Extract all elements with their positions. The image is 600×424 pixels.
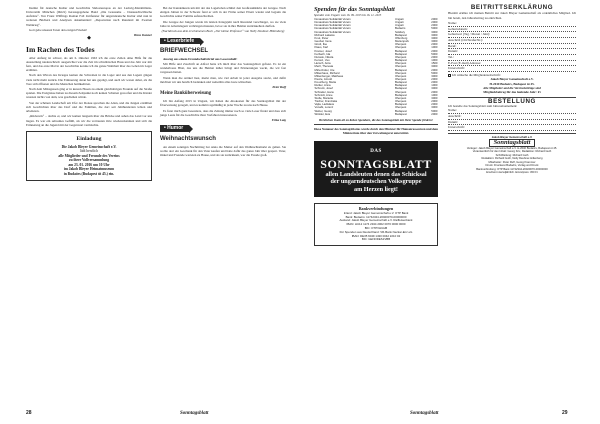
donation-amt: 3000	[431, 65, 438, 69]
donation-amt: 5000	[431, 71, 438, 75]
donations-subtitle: Spenden vom Ungarn vom 16. 09. 2015 bis 16. 11. 2015	[314, 13, 382, 17]
donation-name: Vajta, Ladislaus	[314, 103, 335, 107]
donation-amt: 2000	[431, 49, 438, 53]
donation-place: Ofenpest	[394, 43, 407, 47]
invitation-address: in Budaörs (Budapest út 45.) ein.	[63, 171, 115, 176]
invitation-date: am 23. 01. 2016 um 10 Uhr	[68, 162, 110, 167]
membership-form	[448, 6, 576, 175]
bank-line: IBAN: DE35 6049 1430 0042 2210 02	[351, 233, 401, 238]
letter-signature: Peter Ruff	[272, 85, 286, 90]
donation-name: Schrock, Josef	[314, 87, 333, 91]
donation-amt: 3000	[431, 87, 438, 91]
donation-name: Mittenberger, Mattheas	[314, 74, 344, 78]
donation-amt: 3000	[431, 30, 438, 34]
donation-amt: 3000	[431, 36, 438, 40]
promo-mast-text: SONNTAGSBLATT	[320, 156, 432, 171]
donation-name: Donaukreis Solidarität Verein	[314, 21, 351, 25]
donation-amt: 2000	[431, 21, 438, 25]
donation-place: Ungarn	[394, 18, 405, 21]
letter-paragraph: Es freut mich ganz besonders, dass die Zeitung immer noch so viele Leser findet und dass sich junge Leute für die Geschichte ihrer Vorfahren interessieren.	[160, 108, 286, 117]
imprint	[448, 136, 576, 175]
section-rubric-humor	[160, 125, 189, 131]
letter-signature: Erika Laig	[271, 118, 286, 123]
donations-table	[314, 18, 438, 116]
article-paragraph: Von der schönen Landschaft am Ufer der Donau sprachen die Alten, und die Jungen erzählten sich Geschichten über das Dorf und die Familien, die dort seit Jahrhunderten lebten und arbeiteten.	[26, 100, 152, 114]
donation-place: Budapest	[394, 93, 407, 97]
promo-banner	[314, 141, 438, 197]
letters-title: BRIEFWECHSEL	[160, 47, 208, 54]
donation-name: Kreuzberg, Maria	[314, 81, 336, 85]
promo-slogan: allen Landsleuten denen das Schicksal	[325, 170, 427, 178]
donation-name: Schrader, Hans	[314, 90, 334, 94]
rubric-label: Humor	[167, 125, 184, 132]
field-label: Datum:	[448, 119, 458, 124]
funding-notice: Diese Nummer des Sonntagsblattes wurde durch den Minister für Humanressourcen und dem Ministerium über den Verwaltungsrat unterstützt.	[314, 126, 438, 135]
imprint-line: Redaktion: Richard Guth, Nelly Deubner-Hiltenberg	[481, 157, 543, 161]
donation-place: Budaörs	[394, 27, 406, 31]
imprint-line: Schriftleitung: Richard Guth	[495, 153, 529, 157]
donation-amt: 1000	[431, 84, 438, 88]
donation-place: Budapest	[394, 84, 407, 88]
imprint-line: Bankverbindung: OTP Bank 11742344-20020070-00000000	[476, 167, 548, 171]
donation-place: Ofenpest	[394, 62, 407, 66]
donation-name: Ferbach, Ida	[314, 52, 331, 56]
donation-amt: 1000	[431, 93, 438, 97]
field-label: E-Post (E-mail) Adresse:	[448, 60, 481, 65]
donation-place: Ofenpest	[394, 46, 407, 50]
checkbox-icon[interactable]	[448, 74, 451, 77]
imprint-line: Druck: Druckerei Budaörs, Verlag und Druck	[485, 164, 539, 168]
reprint-note: (Nachdruck aus dem erschienenen Buch „Der kleine Professor“ von Nelly Deubner-Hiltenberg)	[161, 29, 285, 34]
humor-paragraph: An einem sonnigen Nachmittag bat Anna die Mutter auf den Weihnachtsmarkt zu gehen. Sie wollte dort ein Geschenk für den Vater kaufen und hatte dafür das ganze Jahr über gespart. Vater, Onkel und Freunde warteten zu Hause, und als sie zurückkam, war die Freude groß.	[160, 144, 286, 157]
invitation-box	[26, 131, 152, 182]
field-label: Anschrift (Ort/Straße/Nr.):	[448, 37, 484, 42]
invitation-line: lädt herzlich	[80, 149, 98, 154]
donations-title: Spenden für das Sonntagsblatt	[314, 6, 395, 13]
donation-name: Donaukreis Solidarität Verein	[314, 30, 351, 34]
donation-amt: 2000	[431, 77, 438, 81]
donation-amt: 5000	[431, 109, 438, 113]
donation-amt: 3000	[431, 106, 438, 110]
page-number-left: 28	[26, 410, 32, 416]
bank-title: Bankverbindungen	[358, 206, 394, 212]
donation-amt: 1000	[431, 59, 438, 63]
membership-fee: Mitgliedsbeitrag für das laufende Jahr: Ft	[483, 90, 541, 95]
field-label: Name:	[448, 20, 457, 25]
bank-line: Inland: Jakob Bleyer Gemeinschaft e.V. OTP Bank	[343, 210, 409, 215]
imprint-line: Erscheint vierteljährlich. Einzelpreis: 450 Ft	[486, 171, 538, 175]
donation-place: Budapest	[394, 52, 407, 56]
footer-masthead-right: Sonntagsblatt	[410, 411, 439, 416]
divider	[448, 133, 576, 134]
bank-line: BIC: GENODES1VBB	[361, 237, 391, 242]
donation-name: Klaus, Karl	[314, 46, 329, 50]
donation-place: Budapest	[394, 103, 407, 107]
intro-paragraph-2: Gott gebe unseren Toten den ewigen Frieden!	[29, 27, 88, 32]
bank-details-box	[314, 203, 438, 246]
donation-name: Donaukreis Solidarität Verein	[314, 27, 351, 31]
promo-masthead	[320, 145, 432, 171]
donation-amt: 2000	[431, 81, 438, 85]
donation-place: Offenburg	[394, 36, 408, 40]
form-field-signature[interactable]	[448, 66, 576, 72]
invitation-title: Einladung	[76, 135, 102, 142]
donations-column	[314, 6, 438, 246]
donation-amt: 3000	[431, 33, 438, 37]
rubric-label: Leserbriefe	[167, 37, 195, 44]
membership-text: Hiermit erkläre ich meinen Beitritt zur Jakob Bleyer Gemeinschaft als ordentliches Mitglied. Ich bin bereit, den Jahresbeitrag zu entrichten.	[448, 11, 576, 20]
donation-amt: 2000	[431, 112, 438, 116]
article-paragraph: Aller Anfang ist schwer, als am 6. Oktober 1963 ich die erste Zeilen ohne Hilfe für die Ausstellung niederschrieb: ausgerichtet war die Zeit im schwäbischen Haus und das Jahr war mir fern, und das erste Mal in der Geschichte konnte ich die ganze Wahrheit über das Leben im Lager erzählen.	[26, 55, 152, 73]
field-label: Geburtsort (Tag / Monat / Jahr):	[448, 32, 491, 37]
donations-thanks: Herzlichen Dank all en lieben Spendern, die das Sonntagsblatt mit Ihrer Spende fördern!	[318, 117, 434, 122]
donation-name: Mirtenhofer, Ute	[314, 68, 335, 72]
field-label: Datum:	[448, 49, 458, 54]
invitation-line: zu ihrer Vollversammlung	[69, 158, 109, 163]
donation-amt: 3000	[431, 40, 438, 44]
article-paragraph: Die Gruppe der Jungen wurde im letzten Kriegsjahr nach Russland verschleppt, wo sie viele Jahre in Arbeitslagern verbringen mussten, bevor sie in ihre Heimat zurückkehren durften.	[160, 19, 286, 28]
intro-paragraph: Institut für deutsche Kultur und Geschichte Südosteuropas an der Ludwig-Maximilians-Universität München (IKGS) herausgegebene Band „Die Grausame – Donauschwäbische Aufsätze“. Von Franz Wilflings Roman Fall Zeitfenster für ungarndeutsche Kultur sind nun in weiteren Büchern und Analysen dokumentiert: „Deportation nach Russland im Zweiten Weltkrieg“.	[26, 6, 152, 27]
author-signature: Hans Danner	[134, 33, 152, 38]
donation-place: Ofenpest	[394, 100, 407, 104]
donation-amt: 2000	[431, 43, 438, 47]
field-label: Anschrift:	[448, 113, 462, 118]
org-address: H-2040 Budaörs, Budapest út 45.	[489, 81, 535, 86]
donation-place: Budapest	[394, 112, 407, 116]
order-title: BESTELLUNG	[488, 97, 536, 105]
bank-line: Bank: Budaörs: 11742344-20020070-00000000	[345, 214, 407, 219]
donation-amt: 3000	[431, 96, 438, 100]
order-text: Ich bestelle das Sonntagsblatt zum Jahresabonnement:	[448, 103, 518, 108]
donation-name: Winkler, Eva	[314, 112, 331, 116]
imprint-line: Verleger: Jakob Bleyer Gemeinschaft e.V. H-2040 Budaörs, Budapest út 45.	[466, 146, 558, 150]
donation-amt: 2000	[431, 24, 438, 28]
left-column-2	[160, 6, 286, 158]
donation-place: Budapest	[394, 81, 407, 85]
donation-name: Mertl, Theresia	[314, 65, 334, 69]
bank-line: Für Spenden aus Deutschland: VR-Bank Neckar-Enz eG	[339, 229, 413, 234]
article-paragraph: Bei der Kundenkreis um mit der das Lagerleben schützt den Großraumklubs der Gruppe. Nach einigen Jahren in der Schweiz fand er sich in der Firma seiner Eltern wieder und begann die Geschichte seiner Familie aufzuschreiben.	[160, 6, 286, 19]
left-column-1	[26, 6, 152, 181]
donation-amt: 2000	[431, 100, 438, 104]
promo-slogan: am Herzen liegt!	[354, 185, 398, 193]
donation-place: Ofenpest	[394, 96, 407, 100]
article-paragraph: Nach dem Mittagessen ging er in kurzen Hosen zu einem gleichaltrigen Freunde auf die Straße spielen. Die Ereignisse haben zu diesem Zeitpunkt noch keinen Schatten geworfen und die Kinder wussten nichts von dem, was geschehen würde.	[26, 87, 152, 100]
membership-note: Alle Mitglieder und die Vereinsbeiträge sind	[483, 85, 541, 90]
donation-name: Kramer, Josef	[314, 49, 332, 53]
promo-slogan: der ungarndeutschen Volksgruppe	[330, 178, 422, 186]
donation-amt: 1500	[431, 62, 438, 66]
donation-place: Ofenpest	[394, 77, 407, 81]
letters-subtitle: Auszug aus einem Freundschaftsbrief aus Losoveshelf:	[163, 56, 238, 61]
org-name: Jakob Bleyer Gemeinschaft e.V.	[490, 77, 534, 82]
donation-amt: 2000	[431, 55, 438, 59]
donation-amt: 2000	[431, 68, 438, 72]
donation-name: Schmidt, Anne	[314, 93, 333, 97]
donation-name: Donaukreis Solidarität Verein	[314, 18, 351, 21]
donation-name: Vonabt, Lorenz	[314, 106, 334, 110]
donation-name: Stolle, Mariette	[314, 96, 334, 100]
divider	[314, 124, 438, 125]
donation-place: Marienpurk	[394, 40, 409, 44]
donation-amt: 5000	[431, 52, 438, 56]
donation-name: Weber, Georg	[314, 109, 332, 113]
membership-title: BEITRITTSERKLÄRUNG	[470, 4, 554, 11]
promo-das: DAS	[370, 148, 382, 154]
donation-name: Richard Lakatos	[314, 33, 335, 37]
footer-masthead-left: Sonntagsblatt	[180, 411, 209, 416]
donation-amt: 2000	[431, 103, 438, 107]
imprint-org: Jakob Bleyer Gemeinschaft e.V.	[491, 135, 533, 139]
letter-paragraph: Mit Hilfe und Zuschrift an Alfred hatte ich mich über das Sonntagsblatt gefreut. Es ist ein wunderbares Blatt, das uns die Heimat näher bringt und Erinnerungen weckt, die wir fast vergessen hatten.	[160, 62, 286, 75]
donation-name: Girolt, Ilse	[314, 43, 328, 47]
donation-amt: 5000	[431, 27, 438, 31]
letter-title: Meine Banküberweisung	[160, 91, 212, 97]
donation-place: Ungarn	[394, 24, 405, 28]
article-paragraph: Nach den Wirren des Krieges kamen die Schwaben in die Lager und aus den Lagern gingen viele nicht mehr zurück. Die Erinnerung daran hat uns geprägt, und auch wir waren dabei, als die Tore sich öffneten und die Menschen heimkehrten.	[26, 73, 152, 86]
donation-amt: 3000	[431, 74, 438, 78]
donation-place: Budapest	[394, 59, 407, 63]
bank-line: IBAN: HU12 1174 2344 2002 0070 0000 0000	[346, 222, 406, 227]
donation-name: Knut, Peter	[314, 36, 329, 40]
bullet-icon: •	[164, 125, 168, 132]
page-number-right: 29	[562, 410, 568, 416]
donation-name: Pauze, Arnold	[314, 77, 332, 81]
donation-place: Ofenpest	[394, 71, 407, 75]
imprint-masthead: Sonntagsblatt	[489, 139, 536, 147]
donation-place: Budapest	[394, 87, 407, 91]
donation-place: Budapest	[394, 68, 407, 72]
article-heading: Im Rachen des Todes	[26, 44, 95, 54]
donation-amt: 2000	[431, 18, 438, 21]
donation-amt: 2000	[431, 90, 438, 94]
field-label: Unterschrift:	[448, 125, 465, 130]
invitation-org: Die Jakob Bleyer Gemeinschaft e.V.	[61, 144, 117, 149]
donation-name: Reitter, Anna	[314, 84, 331, 88]
donation-place: Budapest	[394, 49, 407, 53]
donation-place: Ofenpest	[394, 65, 407, 69]
field-label: Geburtsdatum:	[448, 26, 468, 31]
donation-name: Mittenhaus, Richard	[314, 71, 340, 75]
donation-row	[314, 113, 438, 116]
article-paragraph: „Rückruck“ – dachte er, und wir kamen langsam über die Brücke und sahen das Land vor uns liegen. Es war ein seltsames Gefühl, als wir die vertrauten Orte wiedererkannten und sich die Erinnerung an die Jugend mit der Gegenwart vermischte.	[26, 114, 152, 127]
invitation-line: alle Mitglieder und Freunde des Vereins	[58, 153, 120, 158]
donation-place: Ofenpest	[394, 55, 407, 59]
humor-title: Weihnachtswunsch	[160, 135, 216, 142]
donation-place: Solidary	[394, 30, 406, 34]
section-rubric-letters	[160, 38, 200, 44]
donation-name: Donaukreis Solidarität Verein	[314, 24, 351, 28]
donation-amt: 1000	[431, 46, 438, 50]
order-field-signature[interactable]	[448, 125, 576, 131]
invitation-line: im Jakob Bleyer Heimatmuseum	[63, 167, 115, 172]
bank-line: BIC: OTPVHUHB	[364, 226, 388, 231]
donation-place: Ungarn	[394, 21, 405, 25]
option-label: Ich wünsche die Mitgliederzeitschrift:	[452, 73, 501, 78]
donation-place: Budapest	[394, 109, 407, 113]
field-label: Tel.:	[448, 55, 454, 60]
imprint-line: Verantwortlich für den Inhalt: Georg Krix, Redaktion: Richard Guth	[472, 150, 552, 154]
donation-name: Kerosz, Uvo	[314, 59, 330, 63]
bank-line: Ausland: Jakob Bleyer Gemeinschaft e.V. Raiffeisenbank	[339, 218, 413, 223]
letter-paragraph: Ich bin Anfang 2015 in Ungarn, wir haben die Abokosten für das Sonntagsblatt mit der Überweisung geregelt, und es kommt regelmäßig in jeder Woche zu uns nach Hause.	[160, 99, 286, 108]
imprint-line: Mitarbeiter: Peter Ruff, Georg Krammer	[488, 160, 536, 164]
donation-name: Geobal, Irena	[314, 40, 332, 44]
donation-name: Tischer, Franziska	[314, 100, 338, 104]
bullet-icon: •	[164, 37, 168, 44]
donation-name: Dutoslo, Nikola	[314, 55, 334, 59]
field-label: Beruf:	[448, 43, 457, 48]
donation-place: Ofenpest	[394, 90, 407, 94]
donation-name: Hersch, Anta	[314, 62, 331, 66]
donation-place: Ofenpest	[394, 106, 407, 110]
letter-paragraph: Wenn man die Artikel liest, merkt man, wie viel Arbeit in jeder Ausgabe steckt, und dafür möchten wir uns herzlich bedanken und weiterhin alles Gute wünschen.	[160, 75, 286, 84]
field-label: Unterschrift:	[448, 66, 465, 71]
field-label: Name:	[448, 108, 457, 113]
donation-place: Budapest	[394, 33, 407, 37]
donation-place: Ofenpest	[394, 74, 407, 78]
diamond-divider-icon: ◆	[87, 36, 91, 42]
